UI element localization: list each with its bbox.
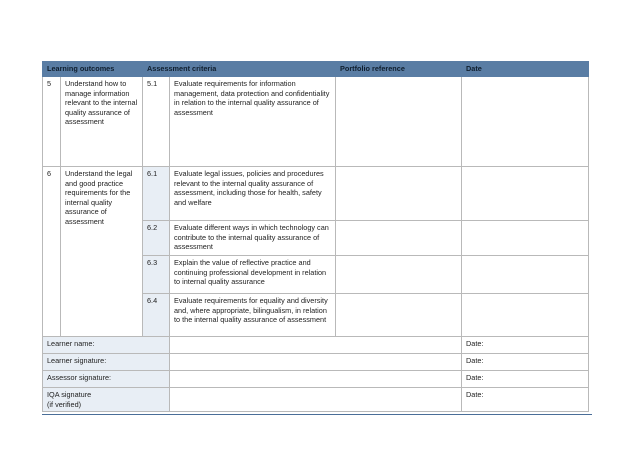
- portfolio-reference-cell[interactable]: [336, 221, 462, 256]
- criterion-text: Explain the value of reflective practice and continuing professional development in relation to internal quality assurance: [170, 256, 336, 294]
- outcome-number: 5: [43, 77, 61, 167]
- criterion-text: Evaluate different ways in which technology can contribute to the internal quality assurance of assessment: [170, 221, 336, 256]
- portfolio-reference-cell[interactable]: [336, 77, 462, 167]
- learning-outcomes-header: Learning outcomes: [43, 62, 143, 77]
- outcome-text: Understand the legal and good practice requirements for the internal quality assurance of assessment: [61, 167, 143, 337]
- assessor-signature-date-label: Date:: [462, 371, 589, 388]
- portfolio-reference-header: Portfolio reference: [336, 62, 462, 77]
- assessor-signature-row: [43, 371, 589, 388]
- assessor-signature-field[interactable]: [170, 371, 462, 388]
- criterion-number: 6.4: [143, 294, 170, 337]
- table-row: [43, 167, 589, 221]
- learner-name-row: [43, 337, 589, 354]
- date-header: Date: [462, 62, 589, 77]
- criterion-text: Evaluate legal issues, policies and procedures relevant to the internal quality assurance of assessment, including those for health, safety and welfare: [170, 167, 336, 221]
- criterion-number: 6.1: [143, 167, 170, 221]
- iqa-signature-label-line1: IQA signature: [47, 390, 92, 399]
- criterion-number: 6.3: [143, 256, 170, 294]
- bottom-divider: [42, 414, 592, 415]
- date-cell[interactable]: [462, 221, 589, 256]
- table-row: [43, 77, 589, 167]
- portfolio-reference-cell[interactable]: [336, 167, 462, 221]
- criterion-number: 5.1: [143, 77, 170, 167]
- assessor-signature-label: Assessor signature:: [43, 371, 170, 388]
- criterion-text: Evaluate requirements for equality and diversity and, where appropriate, bilingualism, in relation to the internal quality assurance of assessment: [170, 294, 336, 337]
- portfolio-reference-cell[interactable]: [336, 294, 462, 337]
- learner-signature-label: Learner signature:: [43, 354, 170, 371]
- learner-name-date-label: Date:: [462, 337, 589, 354]
- criterion-number: 6.2: [143, 221, 170, 256]
- outcome-text: Understand how to manage information relevant to the internal quality assurance of assessment: [61, 77, 143, 167]
- iqa-signature-row: [43, 388, 589, 412]
- iqa-signature-label-line2: (if verified): [47, 399, 82, 409]
- iqa-signature-label: [43, 388, 170, 412]
- learner-signature-row: [43, 354, 589, 371]
- learner-signature-field[interactable]: [170, 354, 462, 371]
- date-cell[interactable]: [462, 167, 589, 221]
- assessment-criteria-header: Assessment criteria: [143, 62, 336, 77]
- iqa-signature-field[interactable]: [170, 388, 462, 412]
- date-cell[interactable]: [462, 294, 589, 337]
- portfolio-reference-cell[interactable]: [336, 256, 462, 294]
- outcome-number: 6: [43, 167, 61, 337]
- learner-name-field[interactable]: [170, 337, 462, 354]
- assessment-record-table: [42, 61, 589, 412]
- criterion-text: Evaluate requirements for information management, data protection and confidentiality in relation to the internal quality assurance of assessment: [170, 77, 336, 167]
- date-cell[interactable]: [462, 256, 589, 294]
- learner-name-label: Learner name:: [43, 337, 170, 354]
- iqa-signature-date-label: Date:: [462, 388, 589, 412]
- learner-signature-date-label: Date:: [462, 354, 589, 371]
- header-row: [43, 62, 589, 77]
- date-cell[interactable]: [462, 77, 589, 167]
